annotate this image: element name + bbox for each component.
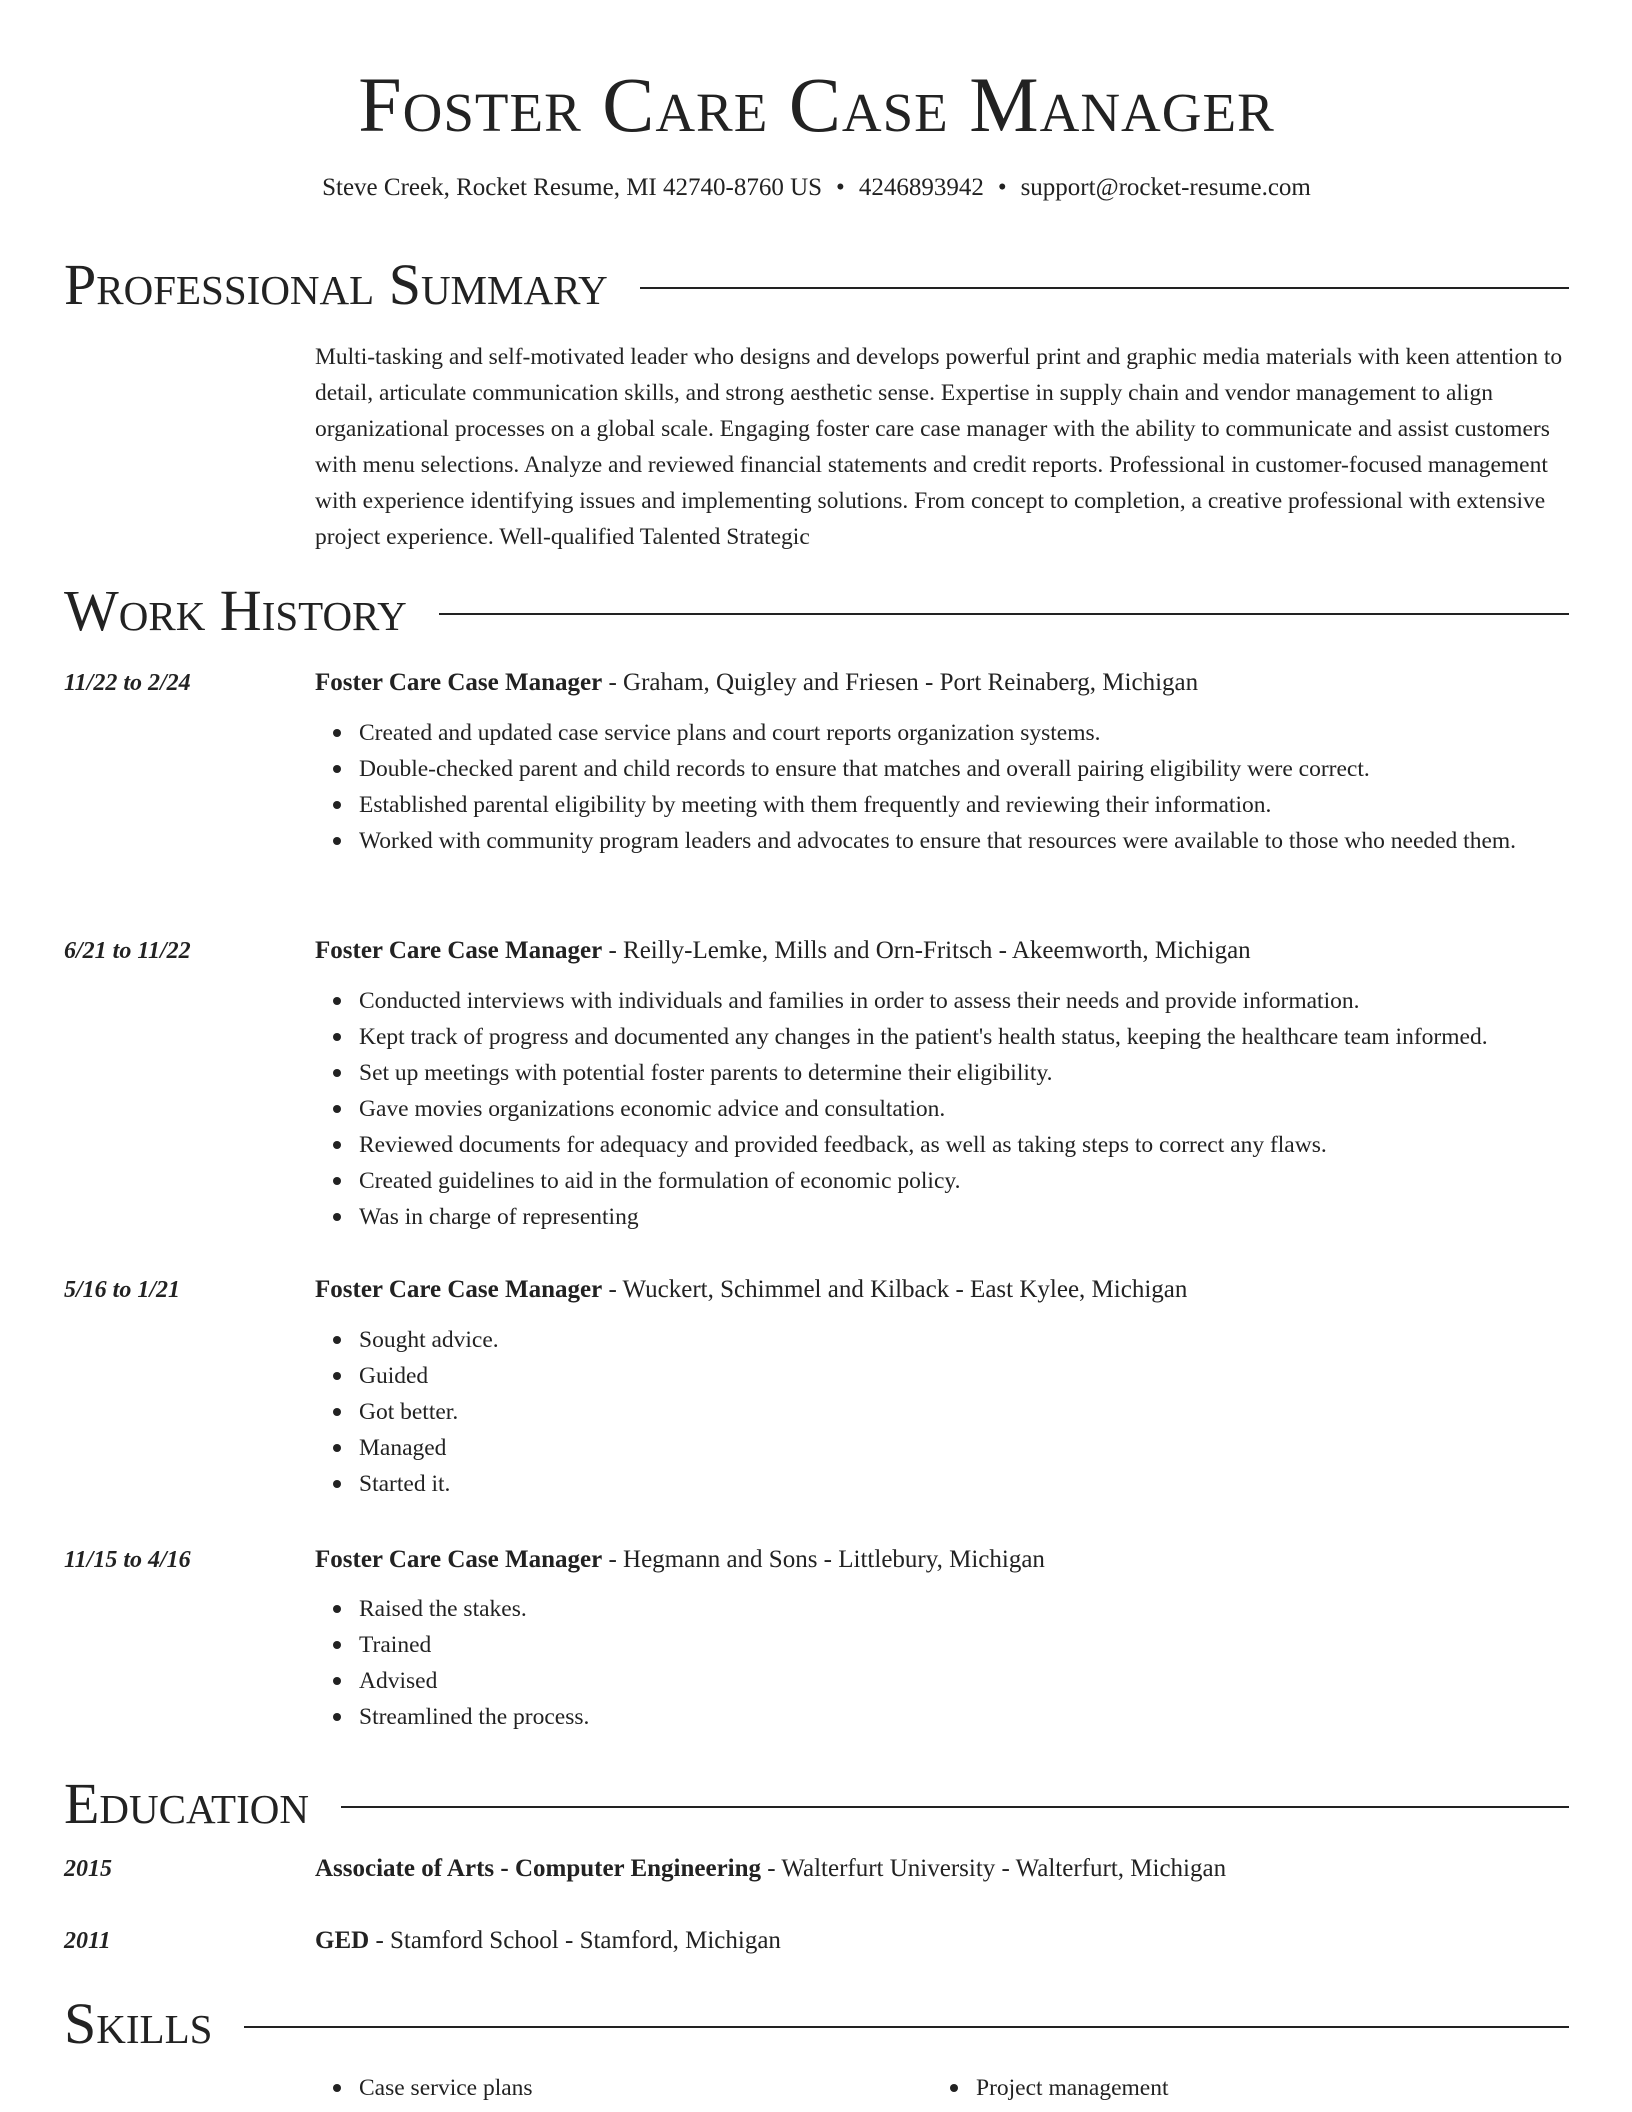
job-bullets <box>315 1591 1569 1735</box>
list-item: Sought advice. <box>359 1322 1569 1358</box>
job-heading <box>315 1542 1569 1578</box>
job-title: Foster Care Case Manager <box>315 669 603 696</box>
education-year: 2015 <box>64 1856 112 1882</box>
list-item: Reviewed documents for adequacy and provided feedback, as well as taking steps to correct any flaws. <box>359 1127 1569 1163</box>
job-employer: - Wuckert, Schimmel and Kilback - East Kylee, Michigan <box>602 1276 1188 1303</box>
school-details: - Stamford School - Stamford, Michigan <box>369 1927 781 1954</box>
education-section-header <box>64 1771 1569 1837</box>
list-item: Established parental eligibility by meeting with them frequently and reviewing their information. <box>359 787 1569 823</box>
resume-page <box>64 0 1569 2101</box>
separator-dot: • <box>836 174 845 201</box>
summary-heading: Professional Summary <box>64 252 608 317</box>
job-dates: 11/15 to 4/16 <box>64 1547 191 1573</box>
list-item: Double-checked parent and child records to ensure that matches and overall pairing eligibility were correct. <box>359 751 1569 787</box>
summary-section-header <box>64 252 1569 318</box>
job-employer: - Hegmann and Sons - Littlebury, Michigan <box>602 1546 1045 1573</box>
job-title: Foster Care Case Manager <box>315 1546 603 1573</box>
job-employer: - Reilly-Lemke, Mills and Orn-Fritsch - Akeemworth, Michigan <box>602 937 1251 964</box>
skill-item: Project management <box>976 2070 1549 2106</box>
list-item: Worked with community program leaders and advocates to ensure that resources were available to those who needed them. <box>359 823 1569 859</box>
education-year: 2011 <box>64 1928 111 1954</box>
job-heading <box>315 1272 1569 1308</box>
list-item: Advised <box>359 1663 1569 1699</box>
job-bullets <box>315 715 1569 859</box>
section-divider <box>439 613 1569 615</box>
section-divider <box>244 2026 1569 2028</box>
job-dates: 11/22 to 2/24 <box>64 670 191 696</box>
job-bullets <box>315 1322 1569 1502</box>
job-dates: 6/21 to 11/22 <box>64 938 191 964</box>
work-heading: Work History <box>64 578 407 643</box>
list-item: Got better. <box>359 1394 1569 1430</box>
education-heading-line <box>315 1851 1569 1887</box>
list-item: Gave movies organizations economic advice and consultation. <box>359 1091 1569 1127</box>
skills-section-header <box>64 1991 1569 2057</box>
skills-heading: Skills <box>64 1991 213 2056</box>
section-divider <box>341 1806 1569 1808</box>
email-link[interactable]: support@rocket-resume.com <box>1020 174 1311 201</box>
list-item: Was in charge of representing <box>359 1199 1569 1235</box>
school-details: - Walterfurt University - Walterfurt, Michigan <box>761 1855 1227 1882</box>
section-divider <box>640 287 1569 289</box>
phone-text: 4246893942 <box>858 174 984 201</box>
page-title: Foster Care Case Manager <box>358 61 1275 148</box>
job-bullets <box>315 983 1569 1235</box>
job-title: Foster Care Case Manager <box>315 1276 603 1303</box>
work-section-header <box>64 578 1569 644</box>
separator-dot: • <box>997 174 1007 201</box>
list-item: Conducted interviews with individuals and families in order to assess their needs and provide information. <box>359 983 1569 1019</box>
job-heading <box>315 933 1569 969</box>
job-heading <box>315 665 1569 701</box>
list-item: Trained <box>359 1627 1569 1663</box>
list-item: Guided <box>359 1358 1569 1394</box>
address-text: Steve Creek, Rocket Resume, MI 42740-8760 US <box>322 174 823 201</box>
degree-title: Associate of Arts - Computer Engineering <box>315 1855 762 1882</box>
skill-item: Case service plans <box>359 2070 932 2106</box>
skills-column-left <box>315 2070 932 2106</box>
list-item: Streamlined the process. <box>359 1699 1569 1735</box>
education-heading-line <box>315 1923 1569 1959</box>
job-employer: - Graham, Quigley and Friesen - Port Reinaberg, Michigan <box>602 669 1199 696</box>
list-item: Created and updated case service plans and court reports organization systems. <box>359 715 1569 751</box>
list-item: Created guidelines to aid in the formulation of economic policy. <box>359 1163 1569 1199</box>
skills-column-right <box>932 2070 1549 2106</box>
job-title: Foster Care Case Manager <box>315 937 603 964</box>
list-item: Managed <box>359 1430 1569 1466</box>
education-heading: Education <box>64 1771 309 1836</box>
list-item: Raised the stakes. <box>359 1591 1569 1627</box>
list-item: Started it. <box>359 1466 1569 1502</box>
list-item: Kept track of progress and documented any changes in the patient's health status, keeping the healthcare team informed. <box>359 1019 1569 1055</box>
contact-line <box>64 172 1569 204</box>
summary-text: Multi-tasking and self-motivated leader who designs and develops powerful print and graphic media materials with keen attention to detail, articulate communication skills, and strong aesthetic sense. Expertise in supply chain and vendor management to align organizational processes on a global scale. Engaging foster care case manager with the ability to communicate and assist customers with menu selections. Analyze and reviewed financial statements and credit reports. Professional in customer-focused management with experience identifying issues and implementing solutions. From concept to completion, a creative professional with extensive project experience. Well-qualified Talented Strategic <box>315 344 1563 550</box>
list-item: Set up meetings with potential foster parents to determine their eligibility. <box>359 1055 1569 1091</box>
job-dates: 5/16 to 1/21 <box>64 1277 181 1303</box>
skills-list <box>315 2070 1569 2106</box>
degree-title: GED <box>315 1927 370 1954</box>
